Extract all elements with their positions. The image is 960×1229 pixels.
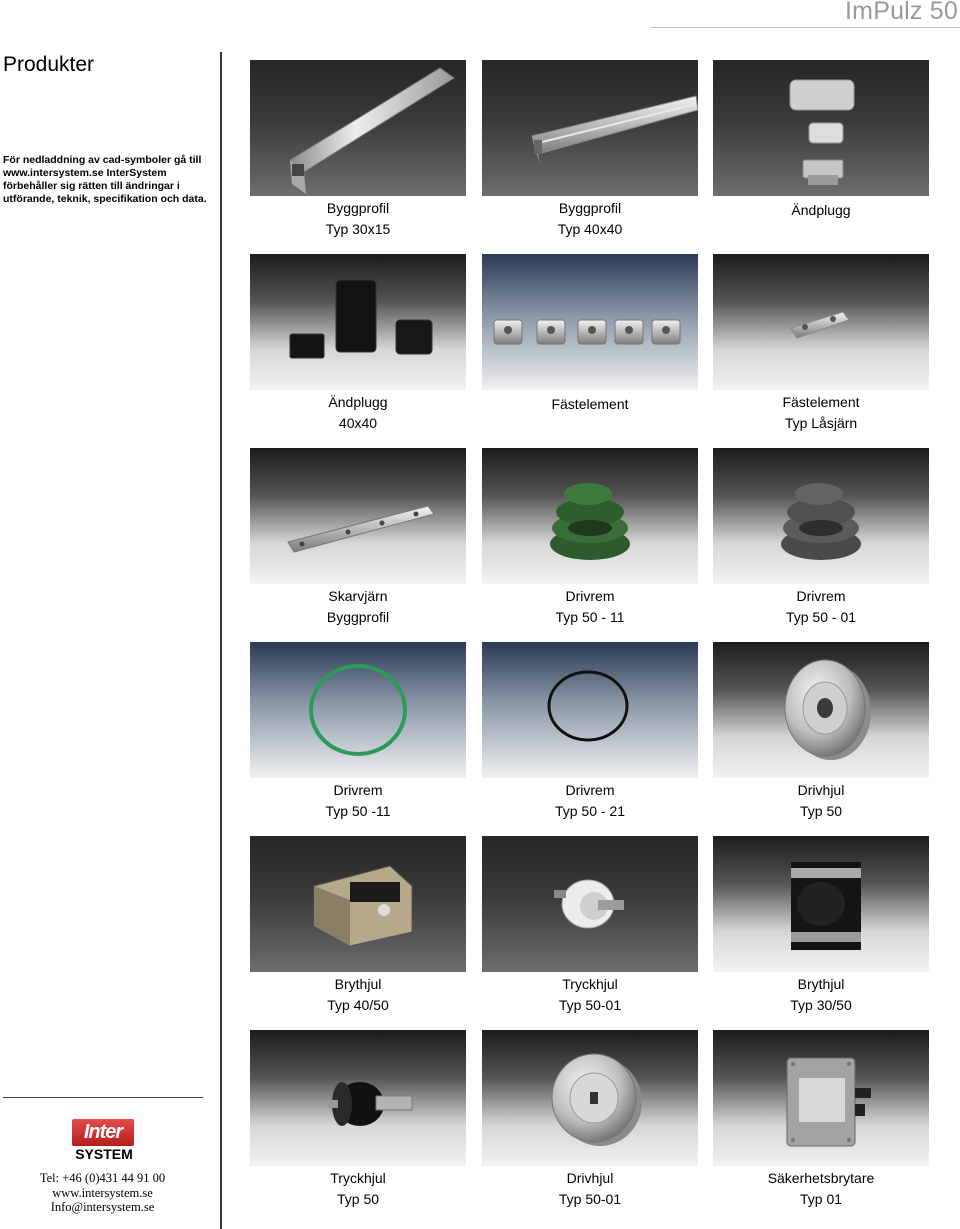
contact-web[interactable]: www.intersystem.se	[52, 1185, 153, 1200]
contact-phone: Tel: +46 (0)431 44 91 00	[39, 1171, 166, 1185]
product-photo	[713, 836, 929, 972]
product-type: Byggprofil	[326, 609, 390, 625]
product-type: 40x40	[338, 415, 378, 431]
product-type: Typ 50	[799, 803, 843, 819]
product-name: Ändplugg	[328, 394, 388, 410]
contact-block	[0, 1171, 205, 1215]
product-name: Säkerhetsbrytare	[767, 1170, 875, 1186]
product-photo	[482, 60, 698, 196]
product-type: Typ 50 - 11	[555, 609, 625, 625]
product-name: Drivrem	[565, 782, 615, 798]
product-photo	[713, 642, 929, 778]
product-photo	[713, 448, 929, 584]
logo-top-text: Inter	[83, 1121, 123, 1143]
download-note: För nedladdning av cad-symboler gå till www.intersystem.se InterSystem förbehåller sig rätten till ändringar i utförande, teknik, specifikation och data.	[3, 154, 207, 205]
product-photo	[250, 448, 466, 584]
product-type: Typ 01	[799, 1191, 843, 1207]
brand-title: ImPulz 50	[845, 0, 958, 25]
product-name: Drivrem	[565, 588, 615, 604]
logo-bottom-text: SYSTEM	[75, 1146, 133, 1162]
product-photo	[713, 1030, 929, 1166]
contact-email[interactable]: Info@intersystem.se	[50, 1200, 155, 1214]
product-name: Drivrem	[333, 782, 383, 798]
product-name: Drivhjul	[797, 782, 845, 798]
product-type: Typ 40x40	[557, 221, 623, 237]
product-type: Typ 30/50	[790, 997, 852, 1013]
product-photo	[482, 448, 698, 584]
product-photo	[713, 254, 929, 390]
product-type: Typ 50 -11	[325, 803, 391, 819]
product-photo	[250, 642, 466, 778]
product-photo	[250, 60, 466, 196]
product-name: Ändplugg	[791, 202, 851, 218]
sidebar-divider	[3, 1097, 203, 1098]
header-rule	[650, 27, 960, 28]
intersystem-logo	[72, 1119, 136, 1161]
product-photo	[250, 254, 466, 390]
column-divider	[220, 52, 222, 1229]
product-name: Tryckhjul	[562, 976, 618, 992]
product-type: Typ 50 - 21	[554, 803, 626, 819]
page-title: Produkter	[3, 53, 95, 76]
product-photo	[250, 1030, 466, 1166]
product-name: Brythjul	[797, 976, 845, 992]
product-name: Drivrem	[796, 588, 846, 604]
product-name: Drivhjul	[566, 1170, 614, 1186]
product-name: Fästelement	[782, 394, 860, 410]
product-photo	[250, 836, 466, 972]
product-type: Typ 50-01	[558, 1191, 622, 1207]
product-name: Skarvjärn	[328, 588, 388, 604]
logo-mark	[72, 1119, 134, 1146]
product-photo	[482, 1030, 698, 1166]
product-photo	[482, 836, 698, 972]
product-type: Typ Låsjärn	[784, 415, 858, 431]
product-type: Typ 50-01	[558, 997, 622, 1013]
product-photo	[482, 642, 698, 778]
product-name: Brythjul	[334, 976, 382, 992]
product-name: Tryckhjul	[330, 1170, 386, 1186]
product-type: Typ 30x15	[325, 221, 391, 237]
product-type: Typ 40/50	[327, 997, 389, 1013]
product-photo	[482, 254, 698, 390]
product-name: Byggprofil	[558, 200, 622, 216]
product-name: Fästelement	[551, 396, 629, 412]
product-name: Byggprofil	[326, 200, 390, 216]
product-type: Typ 50 - 01	[785, 609, 857, 625]
product-type: Typ 50	[336, 1191, 380, 1207]
product-photo	[713, 60, 929, 196]
